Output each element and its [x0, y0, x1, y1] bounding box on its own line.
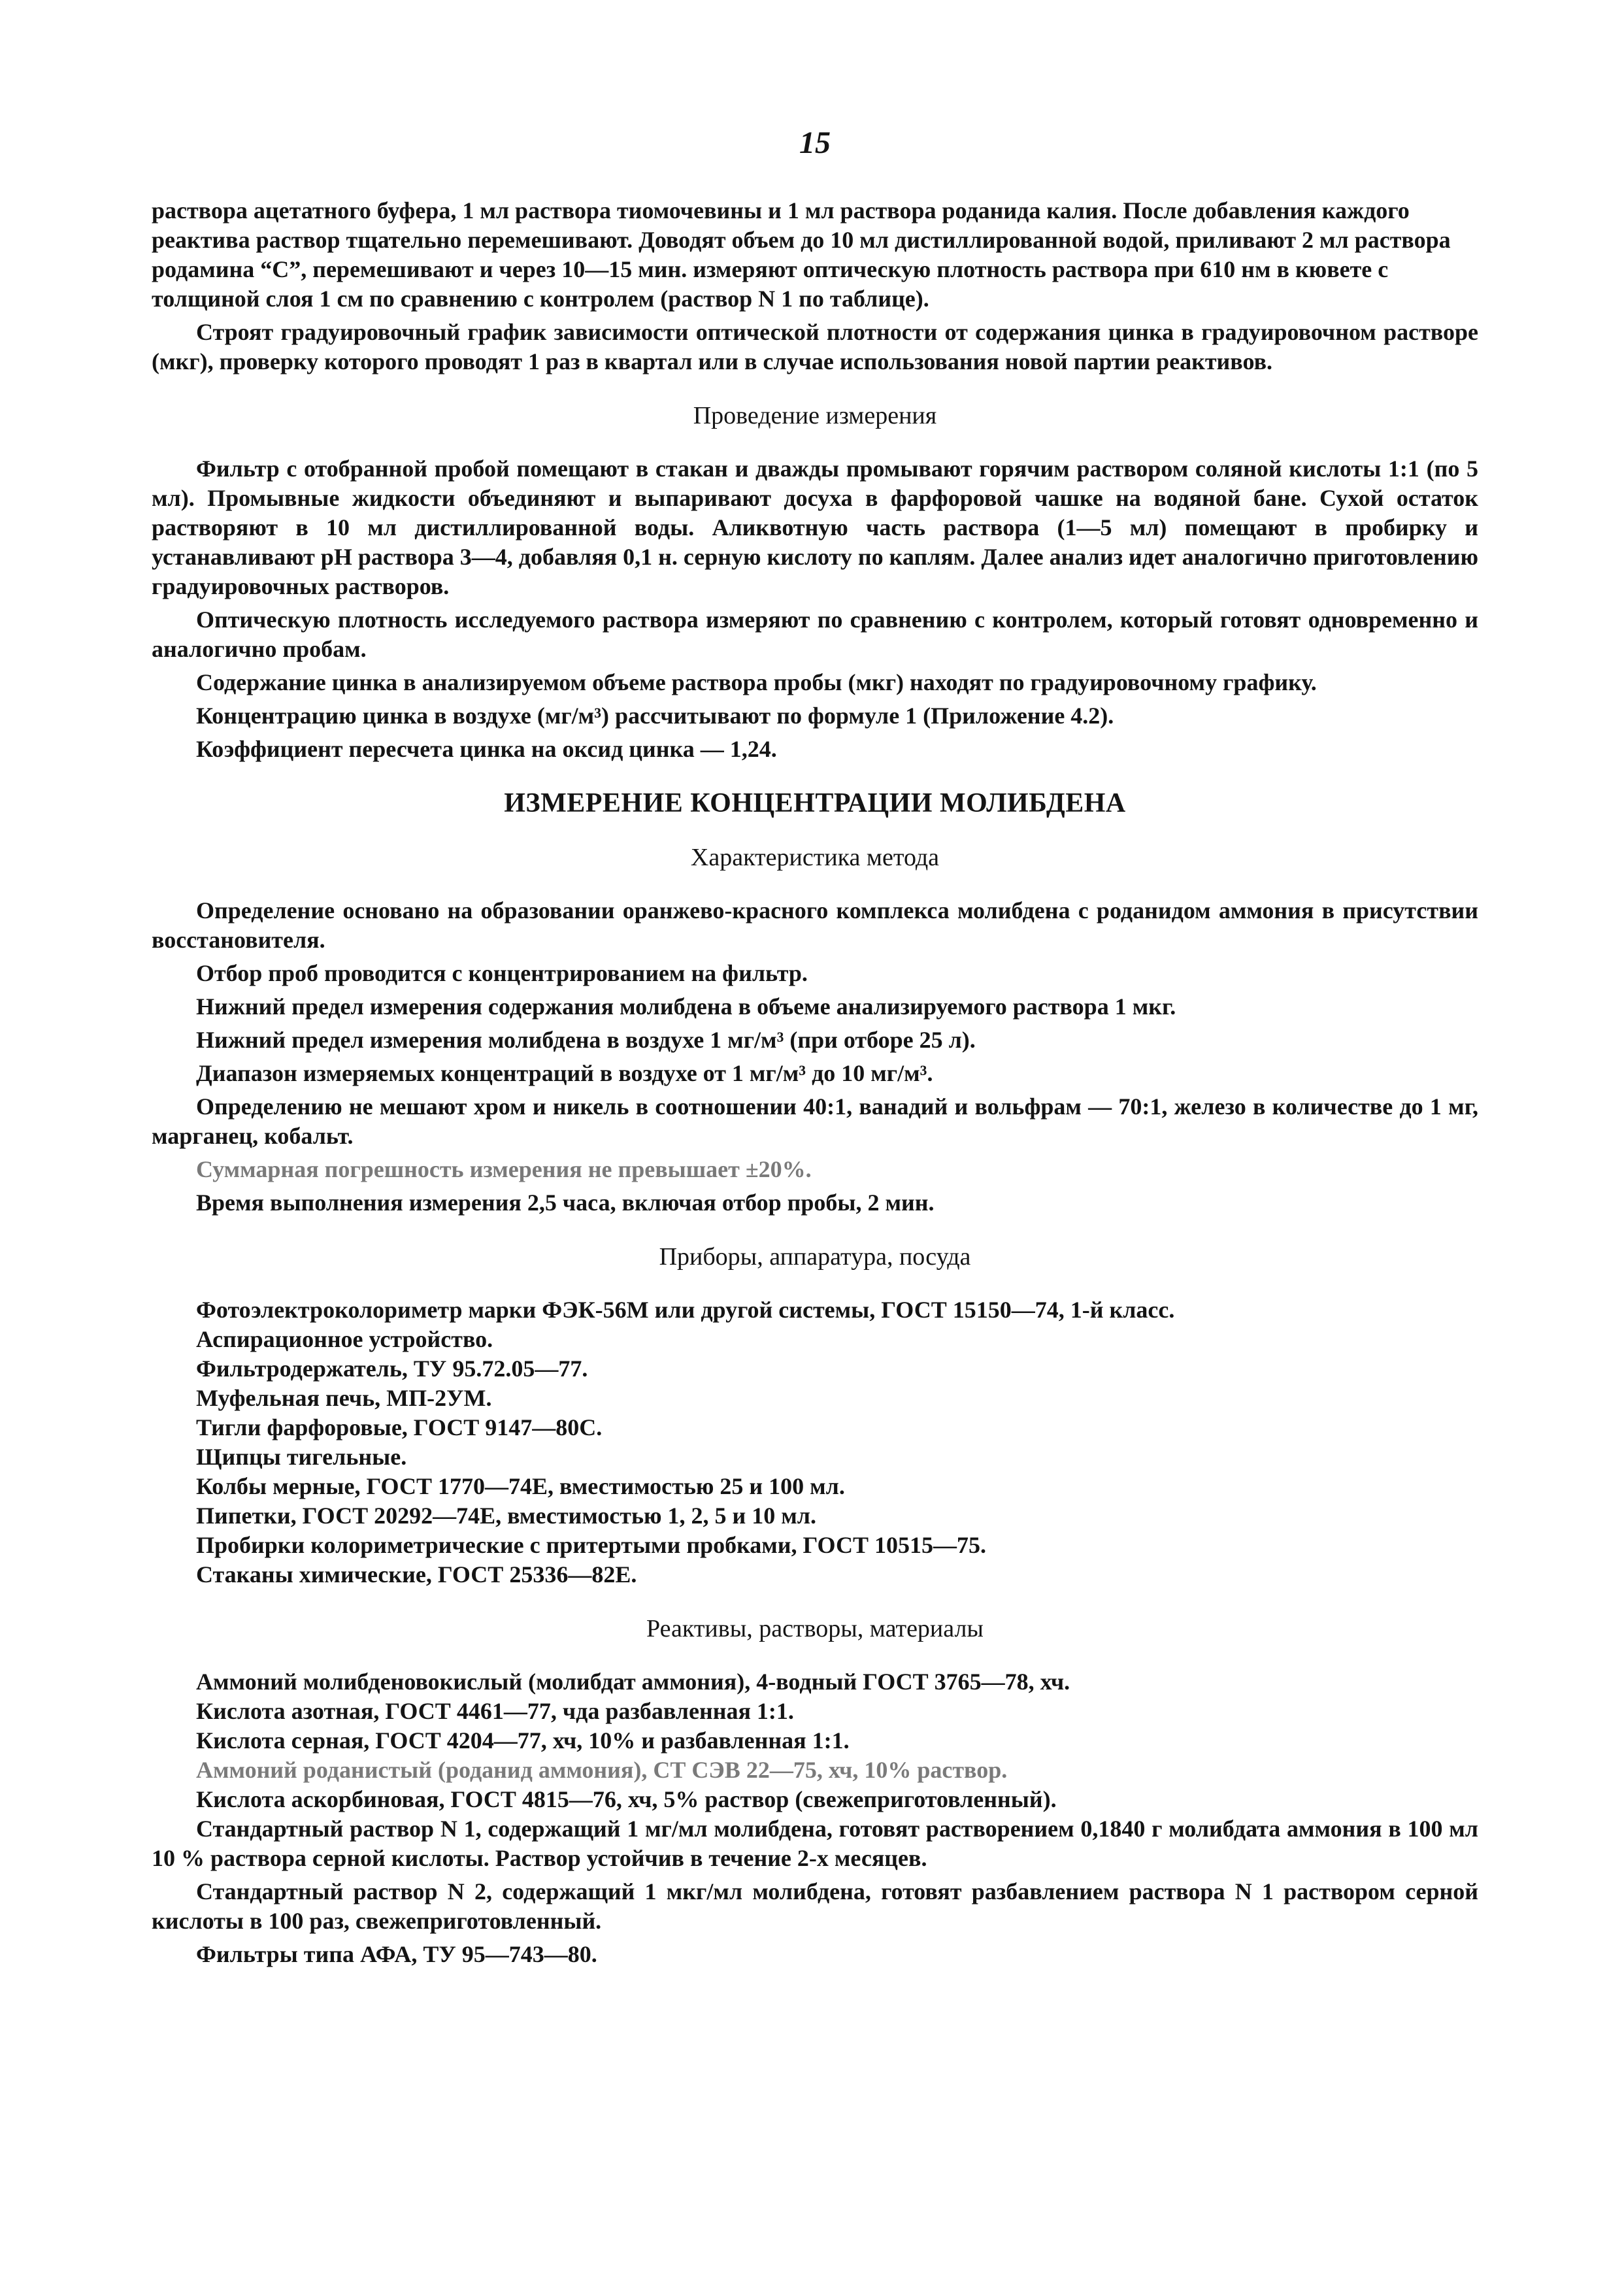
method-paragraph: Время выполнения измерения 2,5 часа, включая отбор пробы, 2 мин. [196, 1190, 935, 1216]
reagent-paragraph: Стандартный раствор N 2, содержащий 1 мкг/мл молибдена, готовят разбавлением раствора N 1 раствором серной кислоты в 100 раз, свежеприготовленный. [152, 1878, 1478, 1934]
reagent-paragraph: Стандартный раствор N 1, содержащий 1 мг/мл молибдена, готовят растворением 0,1840 г молибдата аммония в 100 мл 10 % раствора серной кислоты. Раствор устойчив в течение 2-х месяцев. [152, 1816, 1478, 1871]
equipment-item: Аспирационное устройство. [196, 1326, 493, 1352]
equipment-item: Колбы мерные, ГОСТ 1770—74Е, вместимостью 25 и 100 мл. [196, 1473, 845, 1499]
measurement-paragraph: Концентрацию цинка в воздухе (мг/м³) рассчитывают по формуле 1 (Приложение 4.2). [196, 703, 1114, 729]
reagent-item: Аммоний роданистый (роданид аммония), СТ СЭВ 22—75, хч, 10% раствор. [196, 1757, 1008, 1783]
reagent-item: Кислота азотная, ГОСТ 4461—77, чда разбавленная 1:1. [196, 1698, 794, 1724]
method-paragraph: Определению не мешают хром и никель в соотношении 40:1, ванадий и вольфрам — 70:1, железо в количестве до 1 мг, марганец, кобальт. [152, 1093, 1478, 1149]
measurement-paragraph: Коэффициент пересчета цинка на оксид цинка — 1,24. [196, 736, 777, 762]
page-number: 15 [799, 125, 831, 160]
measurement-paragraph: Оптическую плотность исследуемого раствора измеряют по сравнению с контролем, который готовят одновременно и аналогично пробам. [152, 607, 1478, 662]
measurement-section-title: Проведение измерения [693, 402, 937, 429]
document-page [152, 0, 1478, 2296]
intro-paragraph-calibration: Строят градуировочный график зависимости оптической плотности от содержания цинка в градуировочном растворе (мкг), проверку которого проводят 1 раз в квартал или в случае использования новой партии реактивов. [152, 319, 1478, 374]
measurement-paragraph: Содержание цинка в анализируемом объеме раствора пробы (мкг) находят по градуировочному графику. [196, 669, 1317, 695]
equipment-item: Тигли фарфоровые, ГОСТ 9147—80С. [196, 1414, 603, 1440]
equipment-item: Муфельная печь, МП-2УМ. [196, 1385, 492, 1411]
method-section-title: Характеристика метода [690, 844, 940, 871]
measurement-paragraph: Фильтр с отобранной пробой помещают в стакан и дважды промывают горячим раствором соляной кислоты 1:1 (по 5 мл). Промывные жидкости объединяют и выпаривают досуха в фарфоровой чашке на водяной бане. Сухой остаток растворяют в 10 мл дистиллированной воды. Аликвотную часть раствора (1—5 мл) помещают в пробирку и устанавливают pH раствора 3—4, добавляя 0,1 н. серную кислоту по каплям. Далее анализ идет аналогично приготовлению градуировочных растворов. [152, 456, 1478, 599]
reagent-item: Аммоний молибденовокислый (молибдат аммония), 4-водный ГОСТ 3765—78, хч. [196, 1669, 1070, 1695]
method-paragraph: Определение основано на образовании оранжево-красного комплекса молибдена с роданидом аммония в присутствии восстановителя. [152, 897, 1478, 953]
method-paragraph: Отбор проб проводится с концентрированием на фильтр. [196, 960, 808, 986]
reagent-item: Кислота аскорбиновая, ГОСТ 4815—76, хч, 5% раствор (свежеприготовленный). [196, 1786, 1057, 1812]
equipment-section-title: Приборы, аппаратура, посуда [659, 1243, 971, 1271]
method-paragraph: Диапазон измеряемых концентраций в воздухе от 1 мг/м³ до 10 мг/м³. [196, 1060, 933, 1086]
reagents-section-title: Реактивы, растворы, материалы [646, 1615, 984, 1642]
intro-paragraph-continued: раствора ацетатного буфера, 1 мл раствора тиомочевины и 1 мл раствора роданида калия. После добавления каждого реактива раствор тщательно перемешивают. Доводят объем до 10 мл дистиллированной водой, приливают 2 мл раствора родамина “С”, перемешивают и через 10—15 мин. измеряют оптическую плотность раствора при 610 нм в кювете с толщиной слоя 1 см по сравнению с контролем (раствор N 1 по таблице). [152, 197, 1451, 312]
equipment-item: Стаканы химические, ГОСТ 25336—82Е. [196, 1561, 637, 1588]
method-paragraph: Нижний предел измерения молибдена в воздухе 1 мг/м³ (при отборе 25 л). [196, 1027, 976, 1053]
method-paragraph-error: Суммарная погрешность измерения не превышает ±20%. [196, 1156, 812, 1182]
equipment-item: Пипетки, ГОСТ 20292—74Е, вместимостью 1, 2, 5 и 10 мл. [196, 1503, 816, 1529]
reagent-paragraph: Фильтры типа АФА, ТУ 95—743—80. [196, 1941, 597, 1967]
method-paragraph: Нижний предел измерения содержания молибдена в объеме анализируемого раствора 1 мкг. [196, 993, 1176, 1020]
equipment-item: Щипцы тигельные. [196, 1444, 407, 1470]
reagents-list [152, 1667, 1478, 1814]
page-content [152, 196, 1478, 1973]
equipment-item: Фотоэлектроколориметр марки ФЭК-56М или другой системы, ГОСТ 15150—74, 1-й класс. [196, 1297, 1175, 1323]
molybdenum-section-title: ИЗМЕРЕНИЕ КОНЦЕНТРАЦИИ МОЛИБДЕНА [504, 788, 1126, 818]
reagent-item: Кислота серная, ГОСТ 4204—77, хч, 10% и разбавленная 1:1. [196, 1727, 850, 1754]
equipment-item: Фильтродержатель, ТУ 95.72.05—77. [196, 1356, 588, 1382]
equipment-list [152, 1295, 1478, 1589]
equipment-item: Пробирки колориметрические с притертыми пробками, ГОСТ 10515—75. [196, 1532, 987, 1558]
